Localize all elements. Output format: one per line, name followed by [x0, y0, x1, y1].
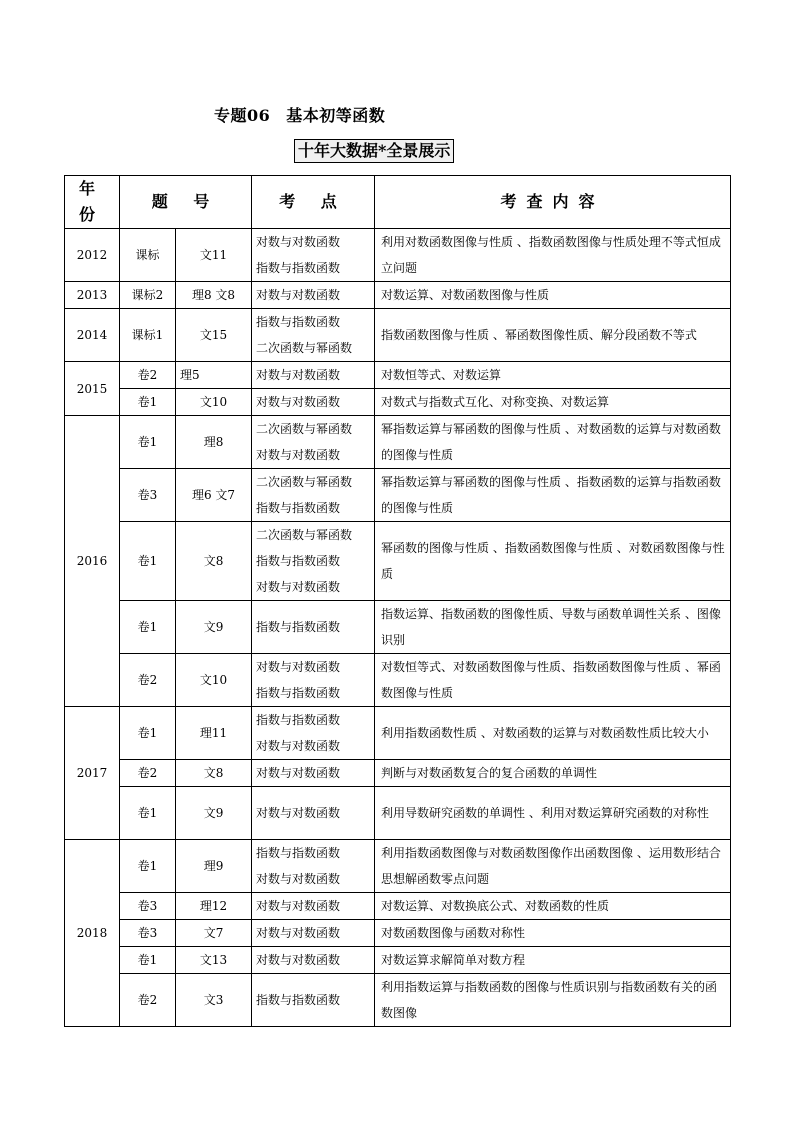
paper-cell: 卷2 — [120, 362, 176, 389]
number-cell: 文10 — [176, 389, 252, 416]
table-row — [65, 389, 731, 416]
header-points: 考 点 — [252, 176, 375, 229]
subtitle-banner: 十年大数据*全景展示 — [294, 139, 454, 163]
page-title — [214, 103, 385, 126]
title-name: 基本初等函数 — [286, 106, 386, 125]
year-cell: 2012 — [65, 229, 120, 282]
paper-cell: 卷1 — [120, 707, 176, 760]
header-content: 考查内容 — [375, 176, 731, 229]
content-cell: 对数恒等式、对数函数图像与性质、指数函数图像与性质 、幂函数图像与性质 — [375, 654, 731, 707]
point-item: 指数与指数函数 — [256, 686, 341, 700]
point-item: 对数与对数函数 — [256, 448, 341, 462]
content-cell: 利用指数函数图像与对数函数图像作出函数图像 、运用数形结合思想解函数零点问题 — [375, 840, 731, 893]
point-item: 对数与对数函数 — [256, 660, 341, 674]
content-cell: 指数运算、指数函数的图像性质、导数与函数单调性关系 、图像识别 — [375, 601, 731, 654]
table-row — [65, 522, 731, 601]
point-item: 二次函数与幂函数 — [256, 422, 353, 436]
content-cell: 利用对数函数图像与性质 、指数函数图像与性质处理不等式恒成立问题 — [375, 229, 731, 282]
point-item: 对数与对数函数 — [256, 288, 341, 302]
table-row — [65, 920, 731, 947]
paper-cell: 卷1 — [120, 947, 176, 974]
point-item: 对数与对数函数 — [256, 368, 341, 382]
number-cell: 理11 — [176, 707, 252, 760]
content-cell: 对数式与指数式互化、对称变换、对数运算 — [375, 389, 731, 416]
year-cell: 2016 — [65, 416, 120, 707]
number-cell: 文8 — [176, 522, 252, 601]
number-cell: 理8 — [176, 416, 252, 469]
table-row — [65, 282, 731, 309]
number-cell: 文7 — [176, 920, 252, 947]
content-cell: 幂指数运算与幂函数的图像与性质 、指数函数的运算与指数函数的图像与性质 — [375, 469, 731, 522]
year-cell: 2018 — [65, 840, 120, 1027]
points-cell — [252, 920, 375, 947]
points-cell — [252, 309, 375, 362]
point-item: 指数与指数函数 — [256, 315, 341, 329]
points-cell — [252, 416, 375, 469]
year-cell: 2014 — [65, 309, 120, 362]
points-cell — [252, 229, 375, 282]
content-cell: 利用指数函数性质 、对数函数的运算与对数函数性质比较大小 — [375, 707, 731, 760]
points-cell — [252, 282, 375, 309]
paper-cell: 卷1 — [120, 522, 176, 601]
paper-cell: 卷1 — [120, 601, 176, 654]
paper-cell: 卷2 — [120, 654, 176, 707]
points-cell — [252, 760, 375, 787]
point-item: 对数与对数函数 — [256, 766, 341, 780]
content-cell: 对数运算、对数换底公式、对数函数的性质 — [375, 893, 731, 920]
table-row — [65, 707, 731, 760]
point-item: 对数与对数函数 — [256, 235, 341, 249]
content-cell: 对数恒等式、对数运算 — [375, 362, 731, 389]
point-item: 指数与指数函数 — [256, 713, 341, 727]
content-cell: 利用导数研究函数的单调性 、利用对数运算研究函数的对称性 — [375, 787, 731, 840]
number-cell: 文9 — [176, 787, 252, 840]
number-cell: 理12 — [176, 893, 252, 920]
exam-table — [64, 175, 731, 1027]
points-cell — [252, 974, 375, 1027]
point-item: 指数与指数函数 — [256, 620, 341, 634]
paper-cell: 卷1 — [120, 416, 176, 469]
points-cell — [252, 469, 375, 522]
table-row — [65, 469, 731, 522]
point-item: 二次函数与幂函数 — [256, 341, 353, 355]
point-item: 对数与对数函数 — [256, 926, 341, 940]
table-row — [65, 760, 731, 787]
table-row — [65, 654, 731, 707]
point-item: 指数与指数函数 — [256, 501, 341, 515]
number-cell: 理5 — [176, 362, 252, 389]
points-cell — [252, 389, 375, 416]
point-item: 对数与对数函数 — [256, 872, 341, 886]
table-row — [65, 893, 731, 920]
number-cell: 文8 — [176, 760, 252, 787]
paper-cell: 课标2 — [120, 282, 176, 309]
table-row — [65, 229, 731, 282]
paper-cell: 卷3 — [120, 920, 176, 947]
table-row — [65, 840, 731, 893]
content-cell: 幂函数的图像与性质 、指数函数图像与性质 、对数函数图像与性质 — [375, 522, 731, 601]
point-item: 对数与对数函数 — [256, 806, 341, 820]
content-cell: 幂指数运算与幂函数的图像与性质 、对数函数的运算与对数函数的图像与性质 — [375, 416, 731, 469]
number-cell: 文15 — [176, 309, 252, 362]
table-row — [65, 787, 731, 840]
paper-cell: 卷2 — [120, 974, 176, 1027]
title-label: 专题06 — [214, 106, 271, 125]
point-item: 二次函数与幂函数 — [256, 475, 353, 489]
points-cell — [252, 362, 375, 389]
number-cell: 文13 — [176, 947, 252, 974]
number-cell: 文9 — [176, 601, 252, 654]
point-item: 指数与指数函数 — [256, 261, 341, 275]
header-year: 年 份 — [65, 176, 120, 229]
number-cell: 文11 — [176, 229, 252, 282]
points-cell — [252, 840, 375, 893]
year-cell: 2017 — [65, 707, 120, 840]
points-cell — [252, 601, 375, 654]
number-cell: 理6 文7 — [176, 469, 252, 522]
content-cell: 对数运算求解简单对数方程 — [375, 947, 731, 974]
number-cell: 理9 — [176, 840, 252, 893]
content-cell: 指数函数图像与性质 、幂函数图像性质、解分段函数不等式 — [375, 309, 731, 362]
point-item: 指数与指数函数 — [256, 846, 341, 860]
point-item: 二次函数与幂函数 — [256, 528, 353, 542]
table-row — [65, 947, 731, 974]
points-cell — [252, 947, 375, 974]
table-row — [65, 416, 731, 469]
point-item: 对数与对数函数 — [256, 580, 341, 594]
points-cell — [252, 522, 375, 601]
paper-cell: 卷1 — [120, 389, 176, 416]
header-number: 题 号 — [120, 176, 252, 229]
paper-cell: 卷2 — [120, 760, 176, 787]
paper-cell: 卷1 — [120, 840, 176, 893]
table-row — [65, 309, 731, 362]
year-cell: 2015 — [65, 362, 120, 416]
point-item: 对数与对数函数 — [256, 739, 341, 753]
table-row — [65, 974, 731, 1027]
point-item: 对数与对数函数 — [256, 395, 341, 409]
header-row — [65, 176, 731, 229]
number-cell: 文10 — [176, 654, 252, 707]
paper-cell: 卷1 — [120, 787, 176, 840]
content-cell: 对数函数图像与函数对称性 — [375, 920, 731, 947]
number-cell: 文3 — [176, 974, 252, 1027]
content-cell: 利用指数运算与指数函数的图像与性质识别与指数函数有关的函数图像 — [375, 974, 731, 1027]
points-cell — [252, 787, 375, 840]
table-row — [65, 362, 731, 389]
point-item: 对数与对数函数 — [256, 953, 341, 967]
point-item: 指数与指数函数 — [256, 554, 341, 568]
paper-cell: 卷3 — [120, 469, 176, 522]
points-cell — [252, 654, 375, 707]
year-cell: 2013 — [65, 282, 120, 309]
point-item: 对数与对数函数 — [256, 899, 341, 913]
paper-cell: 课标1 — [120, 309, 176, 362]
paper-cell: 卷3 — [120, 893, 176, 920]
point-item: 指数与指数函数 — [256, 993, 341, 1007]
number-cell: 理8 文8 — [176, 282, 252, 309]
points-cell — [252, 893, 375, 920]
paper-cell: 课标 — [120, 229, 176, 282]
points-cell — [252, 707, 375, 760]
content-cell: 判断与对数函数复合的复合函数的单调性 — [375, 760, 731, 787]
content-cell: 对数运算、对数函数图像与性质 — [375, 282, 731, 309]
table-row — [65, 601, 731, 654]
